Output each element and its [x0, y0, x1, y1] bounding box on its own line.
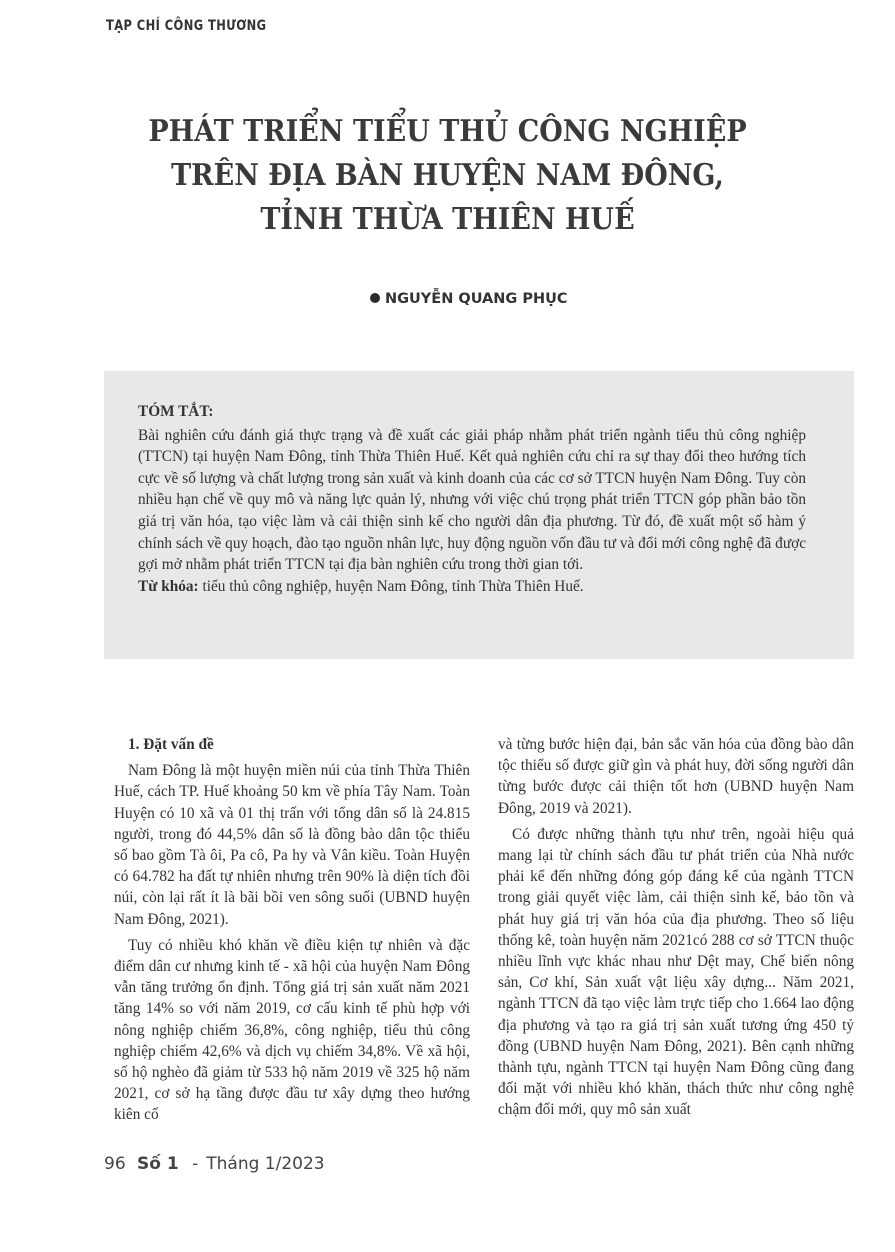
keywords-line	[138, 576, 806, 598]
abstract-box	[104, 371, 854, 659]
paragraph: Nam Đông là một huyện miền núi của tỉnh Thừa Thiên Huế, cách TP. Huế khoảng 50 km về phía Tây Nam. Toàn Huyện có 10 xã và 01 thị trấn với tổng dân số là 24.815 người, trong đó 44,5% dân số là đồng bào dân tộc thiểu số bao gồm Tà ôi, Pa cô, Pa hy và Vân kiều. Toàn Huyện có 64.782 ha đất tự nhiên nhưng trên 90% là diện tích đồi núi, còn lại rất ít là bãi bồi ven sông suối (UBND huyện Nam Đông, 2021).	[114, 762, 470, 928]
issue-date: Tháng 1/2023	[206, 1154, 325, 1174]
paragraph: và từng bước hiện đại, bản sắc văn hóa của đồng bào dân tộc thiểu số được giữ gìn và phát huy, đời sống người dân từng bước được cải thiện tốt hơn (UBND huyện Nam Đông, 2019 và 2021).	[498, 736, 854, 817]
footer-separator: -	[192, 1154, 199, 1174]
journal-name: TẠP CHÍ CÔNG THƯƠNG	[106, 18, 267, 34]
paragraph: Có được những thành tựu như trên, ngoài hiệu quả mang lại từ chính sách đầu tư phát triển của Nhà nước phải kể đến những đóng góp đáng kể của ngành TTCN trong giải quyết việc làm, cải thiện sinh kế, bảo tồn và phát huy giá trị văn hóa của địa phương. Theo số liệu thống kê, toàn huyện năm 2021có 288 cơ sở TTCN thuộc nhiều lĩnh vực khác nhau như Dệt may, Chế biến nông sản, Cơ khí, Sản xuất vật liệu xây dựng... Năm 2021, ngành TTCN đã tạo việc làm trực tiếp cho 1.664 lao động địa phương và tạo ra giá trị sản xuất tương ứng 450 tỷ đồng (UBND huyện Nam Đông, 2021). Bên cạnh những thành tựu, ngành TTCN tại huyện Nam Đông cũng đang đối mặt với nhiều khó khăn, thách thức như công nghệ chậm đổi mới, quy mô sản xuất	[498, 825, 854, 1119]
page-footer	[104, 1154, 325, 1174]
author-name: NGUYỄN QUANG PHỤC	[385, 291, 568, 307]
keywords-label: Từ khóa:	[138, 577, 199, 595]
article-title	[100, 110, 795, 242]
section-heading: 1. Đặt vấn đề	[128, 736, 214, 753]
bullet-icon	[370, 293, 380, 303]
abstract-content	[138, 401, 806, 597]
paragraph: Tuy có nhiều khó khăn về điều kiện tự nhiên và đặc điểm dân cư nhưng kinh tế - xã hội của huyện Nam Đông vẫn tăng trưởng ổn định. Tổng giá trị sản xuất năm 2021 tăng 14% so với năm 2019, cơ cấu kinh tế phù hợp với nông nghiệp chiếm 36,8%, công nghiệp, tiểu thủ công nghiệp chiếm 42,6% và dịch vụ chiếm 34,8%. Về xã hội, số hộ nghèo đã giảm từ 533 hộ năm 2019 về 325 hộ năm 2021, cơ sở hạ tầng được đầu tư xây dựng theo hướng kiên cố	[114, 936, 470, 1124]
keywords-text: tiểu thủ công nghiệp, huyện Nam Đông, tỉnh Thừa Thiên Huế.	[198, 577, 584, 595]
title-line-3: TỈNH THỪA THIÊN HUẾ	[260, 202, 635, 237]
body-column-right	[498, 734, 854, 1126]
author-line	[370, 291, 568, 307]
page-number: 96	[104, 1154, 126, 1174]
issue-number: Số 1	[137, 1154, 179, 1174]
abstract-heading: TÓM TẮT:	[138, 403, 214, 420]
title-line-2: TRÊN ĐỊA BÀN HUYỆN NAM ĐÔNG,	[171, 158, 724, 193]
body-column-left	[114, 734, 470, 1131]
title-line-1: PHÁT TRIỂN TIỂU THỦ CÔNG NGHIỆP	[148, 114, 747, 149]
abstract-text: Bài nghiên cứu đánh giá thực trạng và đề xuất các giải pháp nhằm phát triển ngành tiểu thủ công nghiệp (TTCN) tại huyện Nam Đông, tỉnh Thừa Thiên Huế. Kết quả nghiên cứu chỉ ra sự thay đổi theo hướng tích cực về số lượng và chất lượng trong sản xuất và kinh doanh của các cơ sở TTCN huyện Nam Đông. Tuy còn nhiều hạn chế về quy mô và năng lực quản lý, nhưng với việc chú trọng phát triển TTCN góp phần bảo tồn giá trị văn hóa, tạo việc làm và cải thiện sinh kế cho người dân địa phương. Từ đó, đề xuất một số hàm ý chính sách về quy hoạch, đào tạo nguồn nhân lực, huy động nguồn vốn đầu tư và đổi mới công nghệ đã được gợi mở nhằm phát triển TTCN tại địa bàn nghiên cứu trong thời gian tới.	[138, 426, 806, 574]
